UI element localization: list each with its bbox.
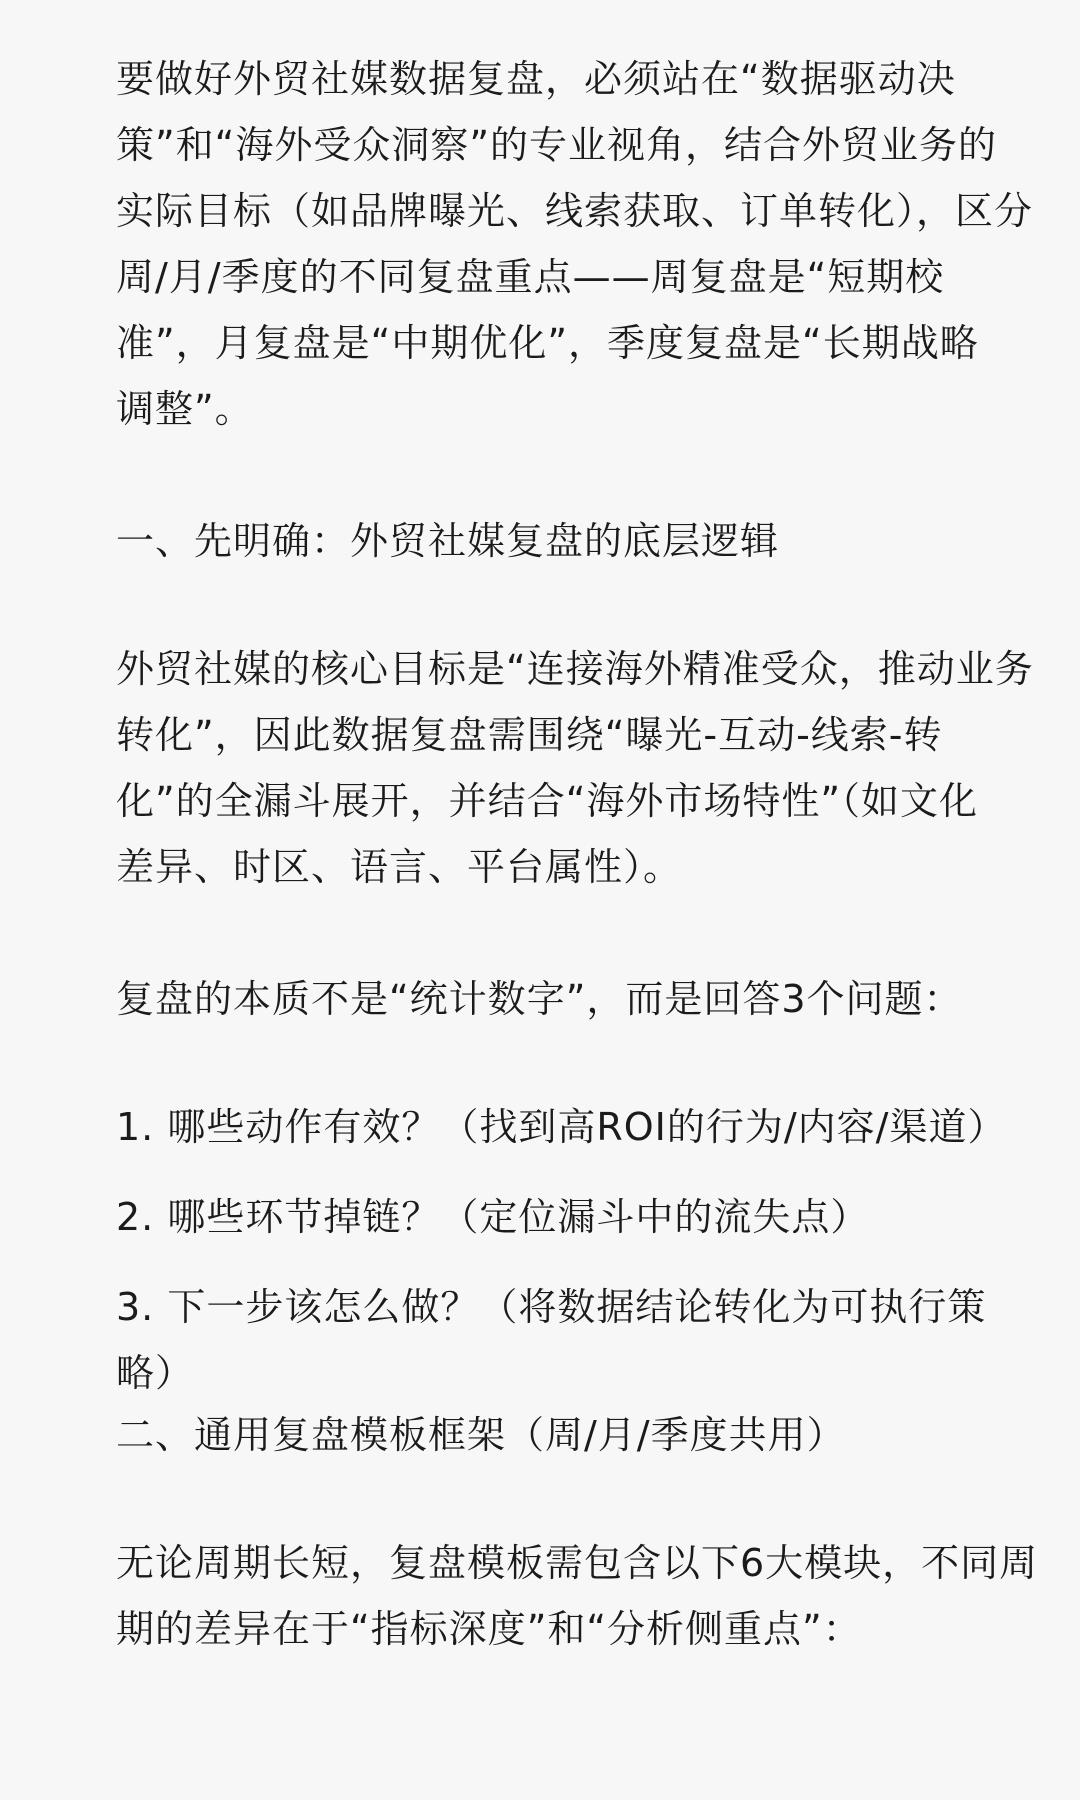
text-line: 化”的全漏斗展开，并结合“海外市场特性”（如文化	[116, 779, 979, 823]
text-line: 无论周期长短，复盘模板需包含以下6大模块，不同周	[116, 1541, 1039, 1585]
goal-paragraph	[116, 636, 1034, 900]
question-item: 1. 哪些动作有效？（找到高ROI的行为/内容/渠道）	[116, 1105, 1007, 1149]
modules-paragraph	[116, 1530, 1039, 1662]
section-two-heading: 二、通用复盘模板框架（周/月/季度共用）	[116, 1413, 846, 1457]
text-line: 实际目标（如品牌曝光、线索获取、订单转化），区分	[116, 189, 1034, 233]
text-line: 差异、时区、语言、平台属性）。	[116, 845, 683, 889]
question-item: 2. 哪些环节掉链？（定位漏斗中的流失点）	[116, 1195, 870, 1239]
text-line: 调整”。	[116, 387, 254, 431]
text-line: 要做好外贸社媒数据复盘，必须站在“数据驱动决	[116, 57, 956, 101]
essence-paragraph: 复盘的本质不是“统计数字”，而是回答3个问题：	[116, 977, 963, 1021]
section-one-heading: 一、先明确：外贸社媒复盘的底层逻辑	[116, 519, 780, 563]
text-line: 外贸社媒的核心目标是“连接海外精准受众，推动业务	[116, 647, 1034, 691]
text-line: 准”，月复盘是“中期优化”，季度复盘是“长期战略	[116, 321, 979, 365]
text-line: 转化”，因此数据复盘需围绕“曝光-互动-线索-转	[116, 713, 943, 757]
text-line: 策”和“海外受众洞察”的专业视角，结合外贸业务的	[116, 123, 998, 167]
question-item: 3. 下一步该怎么做？（将数据结论转化为可执行策略）	[116, 1285, 987, 1395]
text-line: 周/月/季度的不同复盘重点——周复盘是“短期校	[116, 255, 945, 299]
intro-paragraph	[116, 46, 1034, 442]
text-line: 期的差异在于“指标深度”和“分析侧重点”：	[116, 1607, 862, 1651]
